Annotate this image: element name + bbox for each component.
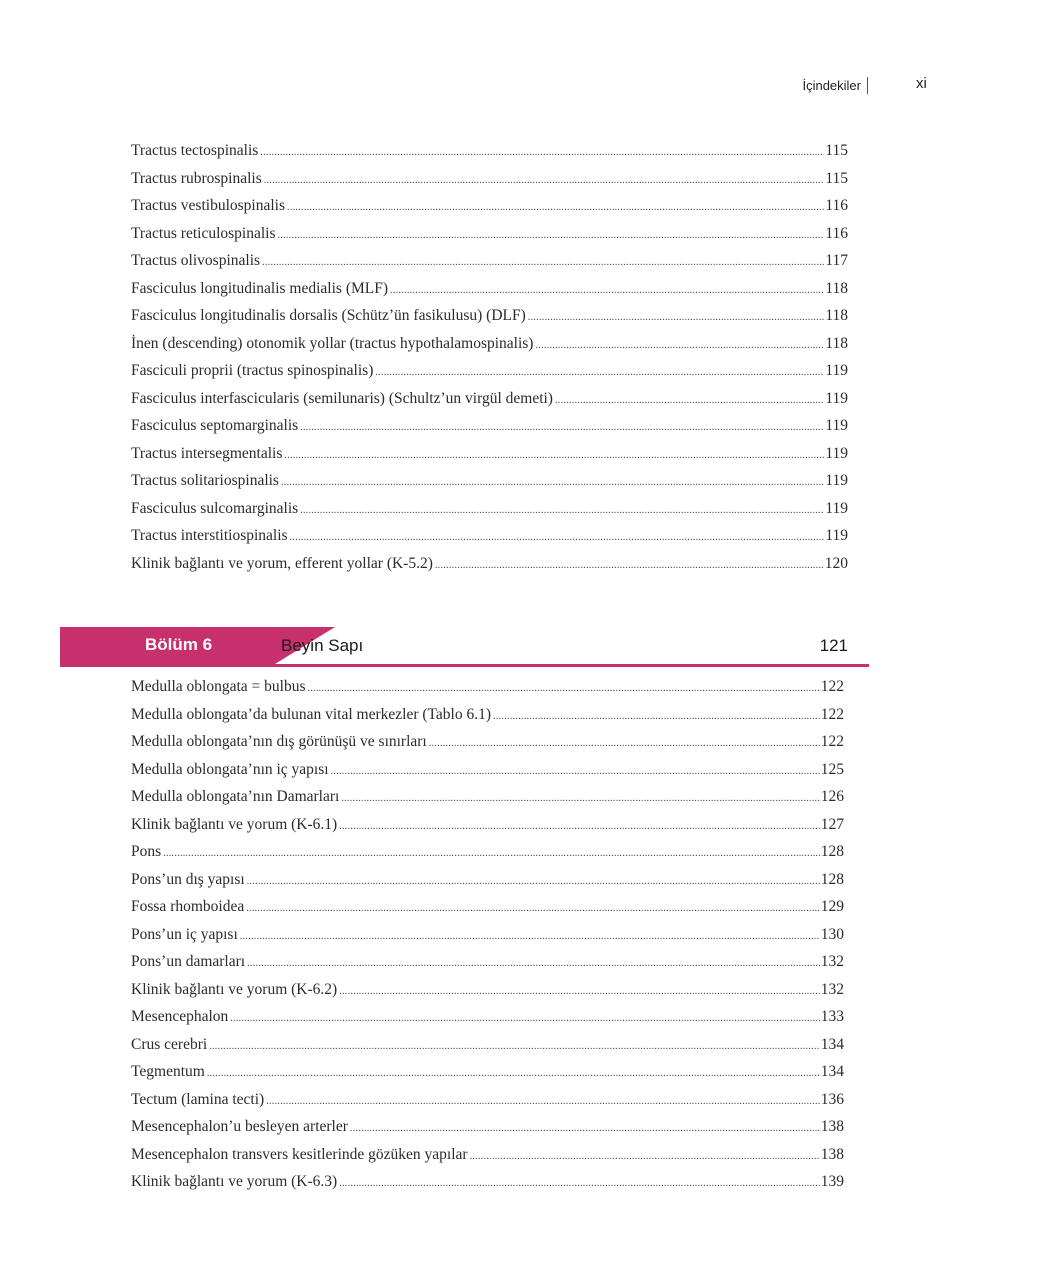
toc-entry xyxy=(131,280,848,308)
toc-entry xyxy=(131,197,848,225)
toc-entry-title: Pons xyxy=(131,843,162,860)
toc-entry xyxy=(131,362,848,390)
toc-entry xyxy=(131,527,848,555)
toc-entry-title: Pons’un iç yapısı xyxy=(131,925,238,943)
toc-entry xyxy=(131,706,844,734)
toc-entry-page: 118 xyxy=(825,279,848,297)
toc-entry-page: 120 xyxy=(824,554,848,572)
toc-entry xyxy=(131,981,844,1009)
toc-entry-title: Fasciculi proprii (tractus spinospinalis) xyxy=(131,362,374,379)
toc-leader-dots xyxy=(260,147,824,158)
toc-entry-page: 139 xyxy=(820,1173,844,1190)
toc-entry xyxy=(131,335,848,363)
toc-entry xyxy=(131,500,848,528)
toc-entry-title: Klinik bağlantı ve yorum, efferent yollar (K-5.2) xyxy=(131,554,433,572)
toc-entry xyxy=(131,733,844,761)
toc-leader-dots xyxy=(470,1151,820,1162)
toc-entry-title: Fasciculus septomarginalis xyxy=(131,417,299,434)
toc-entry-title: Medulla oblongata’nın iç yapısı xyxy=(131,760,329,778)
header-section-title: İçindekiler xyxy=(802,77,861,93)
toc-entry-page: 115 xyxy=(825,142,848,159)
toc-entry-title: Fossa rhomboidea xyxy=(131,898,245,915)
toc-entry xyxy=(131,926,844,954)
toc-leader-dots xyxy=(339,986,820,997)
chapter-rule xyxy=(60,664,869,667)
toc-entry xyxy=(131,1036,844,1064)
toc-leader-dots xyxy=(300,505,824,516)
toc-entry-page: 119 xyxy=(825,527,848,544)
toc-entry-title: Tractus intersegmentalis xyxy=(131,444,283,462)
toc-entry-page: 119 xyxy=(825,417,848,434)
toc-entry-title: Mesencephalon’u besleyen arterler xyxy=(131,1118,348,1135)
toc-entry-page: 119 xyxy=(825,389,848,407)
toc-leader-dots xyxy=(555,395,824,406)
toc-leader-dots xyxy=(247,876,820,887)
running-header xyxy=(802,74,927,96)
toc-leader-dots xyxy=(262,257,824,268)
toc-entry xyxy=(131,1118,844,1146)
toc-entry-page: 122 xyxy=(820,705,844,723)
toc-leader-dots xyxy=(209,1041,820,1052)
toc-entry-title: Medulla oblongata’da bulunan vital merkezler (Tablo 6.1) xyxy=(131,705,492,723)
toc-entry-page: 118 xyxy=(825,307,848,324)
toc-leader-dots xyxy=(339,821,820,832)
toc-leader-dots xyxy=(535,340,824,351)
toc-entry-title: Tractus vestibulospinalis xyxy=(131,197,286,214)
toc-entry-title: Klinik bağlantı ve yorum (K-6.1) xyxy=(131,815,338,833)
toc-leader-dots xyxy=(278,230,825,241)
toc-entry xyxy=(131,417,848,445)
toc-leader-dots xyxy=(266,1096,820,1107)
toc-leader-dots xyxy=(240,931,820,942)
chapter-page: 121 xyxy=(819,636,848,655)
toc-entry-page: 132 xyxy=(820,953,844,970)
toc-entry-page: 128 xyxy=(820,843,844,860)
toc-list-part2 xyxy=(131,678,844,1201)
toc-entry-page: 138 xyxy=(820,1145,844,1163)
toc-entry-title: Tractus olivospinalis xyxy=(131,252,261,269)
toc-entry-title: Fasciculus interfascicularis (semilunaris) (Schultz’un virgül demeti) xyxy=(131,389,553,407)
chapter-title: Beyin Sapı xyxy=(281,636,364,655)
toc-entry-page: 117 xyxy=(825,252,848,269)
toc-entry xyxy=(131,871,844,899)
toc-leader-dots xyxy=(339,1178,820,1189)
toc-entry xyxy=(131,1146,844,1174)
toc-entry-title: Klinik bağlantı ve yorum (K-6.2) xyxy=(131,980,338,998)
toc-leader-dots xyxy=(375,367,824,378)
toc-entry-page: 118 xyxy=(825,334,848,352)
toc-entry xyxy=(131,816,844,844)
toc-entry xyxy=(131,843,844,871)
toc-entry-title: Fasciculus longitudinalis dorsalis (Schütz’ün fasikulusu) (DLF) xyxy=(131,307,526,324)
toc-entry-page: 119 xyxy=(825,362,848,379)
toc-leader-dots xyxy=(493,711,820,722)
toc-entry xyxy=(131,678,844,706)
header-page-number: xi xyxy=(916,75,927,92)
toc-entry xyxy=(131,898,844,926)
toc-entry-page: 127 xyxy=(820,815,844,833)
toc-entry-page: 119 xyxy=(825,444,848,462)
toc-entry xyxy=(131,307,848,335)
toc-leader-dots xyxy=(307,683,819,694)
toc-leader-dots xyxy=(281,477,824,488)
toc-leader-dots xyxy=(390,285,824,296)
toc-entry-title: Tractus tectospinalis xyxy=(131,142,259,159)
toc-entry-title: Tractus rubrospinalis xyxy=(131,169,262,187)
toc-entry xyxy=(131,170,848,198)
toc-entry-page: 132 xyxy=(820,980,844,998)
toc-entry-title: Fasciculus longitudinalis medialis (MLF) xyxy=(131,279,389,297)
toc-entry-title: Tractus interstitiospinalis xyxy=(131,527,288,544)
toc-leader-dots xyxy=(300,422,824,433)
toc-entry xyxy=(131,761,844,789)
toc-entry-page: 133 xyxy=(820,1008,844,1025)
toc-entry-page: 128 xyxy=(820,870,844,888)
toc-entry-title: Tractus reticulospinalis xyxy=(131,224,276,242)
toc-entry-title: Pons’un damarları xyxy=(131,953,246,970)
toc-entry-page: 122 xyxy=(820,678,844,695)
toc-entry-title: Tractus solitariospinalis xyxy=(131,472,279,489)
toc-entry xyxy=(131,1173,844,1201)
toc-entry-title: Mesencephalon transvers kesitlerinde gözüken yapılar xyxy=(131,1145,468,1163)
toc-entry-page: 122 xyxy=(820,733,844,750)
toc-entry xyxy=(131,225,848,253)
toc-entry-title: Klinik bağlantı ve yorum (K-6.3) xyxy=(131,1173,338,1190)
toc-entry-page: 116 xyxy=(825,224,848,242)
toc-leader-dots xyxy=(341,793,819,804)
toc-entry-page: 134 xyxy=(820,1035,844,1053)
toc-entry-page: 119 xyxy=(825,472,848,489)
toc-entry xyxy=(131,1091,844,1119)
toc-leader-dots xyxy=(163,848,820,859)
toc-entry xyxy=(131,953,844,981)
chapter-banner xyxy=(60,627,869,667)
chapter-label: Bölüm 6 xyxy=(145,635,213,654)
toc-entry xyxy=(131,390,848,418)
toc-leader-dots xyxy=(435,560,824,571)
toc-entry xyxy=(131,142,848,170)
toc-leader-dots xyxy=(264,175,825,186)
toc-entry-page: 115 xyxy=(825,169,848,187)
toc-entry xyxy=(131,445,848,473)
toc-leader-dots xyxy=(246,903,820,914)
toc-leader-dots xyxy=(331,766,820,777)
toc-entry-title: Tegmentum xyxy=(131,1063,205,1080)
toc-entry xyxy=(131,1008,844,1036)
toc-leader-dots xyxy=(429,738,820,749)
toc-leader-dots xyxy=(350,1123,820,1134)
toc-entry xyxy=(131,252,848,280)
toc-leader-dots xyxy=(528,312,825,323)
toc-entry-page: 130 xyxy=(820,925,844,943)
toc-entry-title: Crus cerebri xyxy=(131,1035,208,1053)
toc-entry xyxy=(131,1063,844,1091)
toc-leader-dots xyxy=(230,1013,819,1024)
toc-entry-title: Pons’un dış yapısı xyxy=(131,870,245,888)
toc-entry xyxy=(131,472,848,500)
toc-leader-dots xyxy=(284,450,824,461)
toc-leader-dots xyxy=(247,958,820,969)
toc-entry-title: Mesencephalon xyxy=(131,1008,229,1025)
toc-entry-page: 134 xyxy=(820,1063,844,1080)
toc-entry-page: 136 xyxy=(820,1090,844,1108)
toc-list-part1 xyxy=(131,142,848,582)
toc-entry-title: Medulla oblongata’nın Damarları xyxy=(131,788,340,805)
toc-entry-page: 129 xyxy=(820,898,844,915)
toc-leader-dots xyxy=(287,202,824,213)
toc-entry-page: 116 xyxy=(825,197,848,214)
toc-leader-dots xyxy=(207,1068,820,1079)
toc-entry-page: 125 xyxy=(820,760,844,778)
header-divider xyxy=(867,77,868,94)
toc-entry-title: İnen (descending) otonomik yollar (tractus hypothalamospinalis) xyxy=(131,334,534,352)
toc-entry-page: 119 xyxy=(825,499,848,517)
toc-entry xyxy=(131,788,844,816)
toc-entry xyxy=(131,555,848,583)
toc-entry-title: Medulla oblongata’nın dış görünüşü ve sınırları xyxy=(131,733,427,750)
toc-entry-title: Tectum (lamina tecti) xyxy=(131,1090,265,1108)
toc-leader-dots xyxy=(290,532,825,543)
toc-entry-title: Medulla oblongata = bulbus xyxy=(131,678,306,695)
toc-entry-page: 138 xyxy=(820,1118,844,1135)
toc-entry-title: Fasciculus sulcomarginalis xyxy=(131,499,299,517)
toc-entry-page: 126 xyxy=(820,788,844,805)
